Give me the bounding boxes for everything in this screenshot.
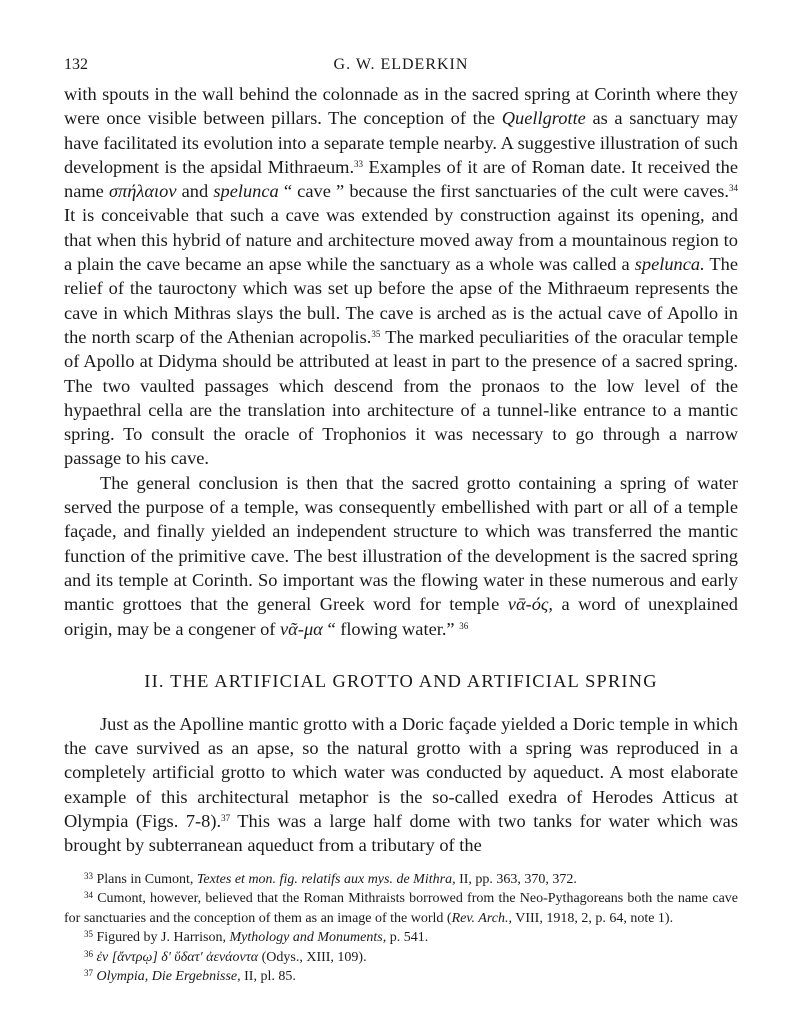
footnote-number: 34 [84, 890, 93, 901]
greek-term: σπήλαιον [108, 181, 177, 202]
greek-term: νᾶ-μα [280, 618, 323, 639]
footnotes [64, 870, 738, 987]
text-run: The relief of the tauroctony which was set up before the apse of the Mithraeum represents the cave in which Mithras slays the bull. The cave is arched as is the actual cave of Apollo in the north scarp of the Athenian acropolis. [64, 254, 738, 347]
footnote [64, 889, 738, 928]
footnote [64, 928, 738, 948]
footnote-ref: 33 [354, 158, 364, 169]
footnote-number: 35 [84, 929, 93, 940]
text-run: Examples of it are of Roman date. It received the name [64, 156, 738, 202]
body-text [64, 82, 738, 858]
paragraph-1 [64, 82, 738, 471]
footnote [64, 948, 738, 968]
text-run: with spouts in the wall behind the colonnade as in the sacred spring at Corinth where they were once visible between pillars. The conception of the [64, 84, 738, 129]
footnote-number: 37 [84, 968, 93, 979]
text-run: The general conclusion is then that the sacred grotto containing a spring of water served the purpose of a temple, was consequently embellished with part or all of a temple façade, and finally yielded an independent structure to which was transferred the mantic function of the primitive cave. The best illustration of the development is the sacred spring and its temple at Corinth. So important was the flowing water in these numerous and early mantic grottoes that the general Greek word for temple [64, 472, 738, 615]
text-run: Figured by J. Harrison, [93, 930, 230, 946]
footnote [64, 870, 738, 890]
text-run: p. 541. [386, 930, 429, 946]
text-run: as a sanctuary may have facilitated its evolution into a separate temple nearby. A suggestive illustration of such development is the apsidal Mithraeum. [64, 108, 738, 177]
italic-title: Mythology and Monuments, [229, 930, 387, 946]
page-header [64, 52, 738, 82]
text-run: (Odys., XIII, 109). [258, 949, 367, 965]
italic-term: Quellgrotte [501, 108, 586, 129]
greek-quote: ἐν [ἄντρῳ] δ' ὕδατ' ἀενάοντα [96, 949, 259, 965]
text-run: and [176, 181, 214, 202]
text-run: VIII, 1918, 2, p. 64, note 1). [511, 910, 674, 926]
page [64, 52, 738, 987]
italic-title: Olympia, Die Ergebnisse, [96, 969, 241, 985]
text-run: Just as the Apolline mantic grotto with a Doric façade yielded a Doric temple in which the cave survived as an apse, so the natural grotto with a spring was reproduced in a completely artificial grotto to which water was conducted by aqueduct. A most elaborate example of this architectural metaphor is the so-called exedra of Herodes Atticus at Olympia (Figs. 7-8). [64, 713, 738, 832]
text-run: II, pl. 85. [240, 969, 296, 985]
footnote-number: 36 [84, 948, 93, 959]
footnote-number: 33 [84, 870, 93, 881]
text-run: a word of unexplained origin, may be a congener of [64, 594, 738, 639]
italic-term: spelunca [213, 181, 279, 202]
text-run: Cumont, however, believed that the Roman Mithraists borrowed from the Neo-Pythagoreans both the name cave for sanctuaries and the conception of them as an image of the world ( [64, 891, 738, 926]
footnote-ref: 34 [729, 183, 739, 194]
footnote-ref: 35 [371, 328, 381, 339]
paragraph-3 [64, 712, 738, 858]
paragraph-2 [64, 471, 738, 641]
italic-term: spelunca. [634, 254, 705, 275]
text-run: Plans in Cumont, [93, 871, 197, 887]
greek-term: νᾱ-ός, [507, 594, 553, 615]
text-run: II, pp. 363, 370, 372. [455, 871, 577, 887]
footnote-ref: 37 [221, 813, 231, 824]
footnote [64, 967, 738, 987]
text-run: This was a large half dome with two tanks for water which was brought by subterranean aqueduct from a tributary of the [64, 811, 739, 856]
section-heading: II. THE ARTIFICIAL GROTTO AND ARTIFICIAL SPRING [144, 670, 658, 691]
italic-title: Rev. Arch., [451, 910, 512, 926]
running-head: G. W. ELDERKIN [333, 56, 469, 73]
footnote-ref: 36 [459, 620, 469, 631]
text-run: “ flowing water.” [322, 618, 460, 639]
italic-title: Textes et mon. fig. relatifs aux mys. de Mithra, [196, 871, 456, 887]
page-number: 132 [64, 56, 88, 73]
text-run: It is conceivable that such a cave was extended by construction against its opening, and that when this hybrid of nature and architecture moved away from a mountainous region to a plain the cave became an apse while the sanctuary as a whole was called a [64, 205, 738, 275]
text-run: “ cave ” because the first sanctuaries of the cult were caves. [278, 181, 730, 202]
text-run: The marked peculiarities of the oracular temple of Apollo at Didyma should be attributed at least in part to the presence of a sacred spring. The two vaulted passages which descend from the pronaos to the low level of the hypaethral cella are the translation into architecture of a tunnel-like entrance to a mantic spring. To consult the oracle of Trophonios it was necessary to go through a narrow passage to his cave. [64, 326, 738, 469]
